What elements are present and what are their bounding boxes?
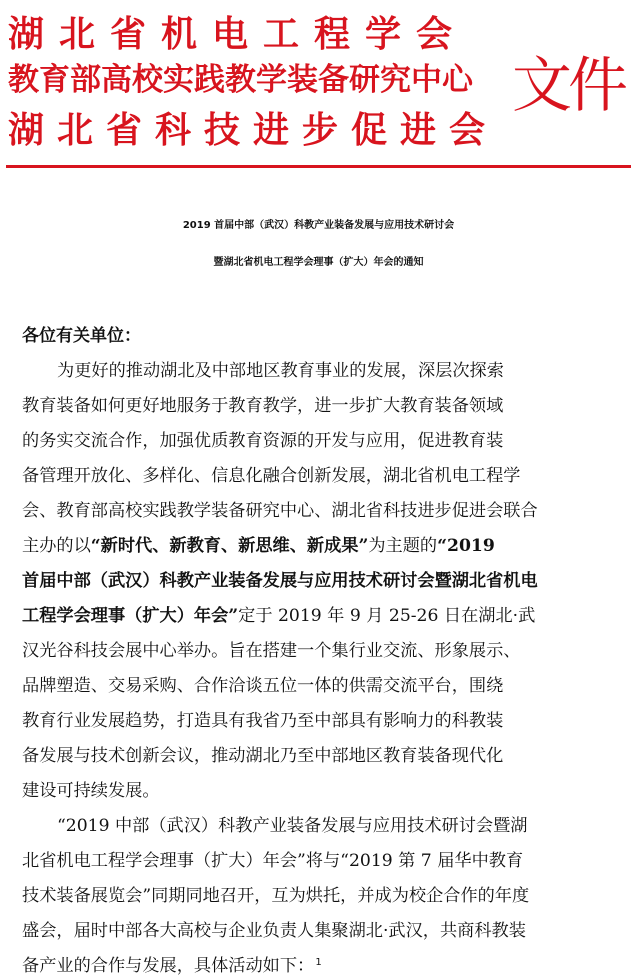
- body-line: 品牌塑造、交易采购、合作洽谈五位一体的供需交流平台，围绕: [22, 676, 504, 696]
- body-line: 汉光谷科技会展中心举办。旨在搭建一个集行业交流、形象展示、: [22, 641, 521, 661]
- salutation: 各位有关单位：: [22, 326, 141, 346]
- body-line: 会、教育部高校实践教学装备研究中心、湖北省科技进步促进会联合: [22, 501, 538, 521]
- page-number: 1: [315, 957, 322, 968]
- theme-quote: “新时代、新教育、新思维、新成果”: [90, 536, 369, 556]
- body-line: 备产业的合作与发展，具体活动如下：: [22, 956, 315, 976]
- event-name-end: 工程学会理事（扩大）年会”: [22, 606, 239, 626]
- org-name-1: 湖北省机电工程学会: [8, 14, 468, 55]
- body-line: [22, 601, 617, 626]
- body-line: 教育行业发展趋势，打造具有我省乃至中部具有影响力的科教装: [22, 711, 504, 731]
- body-line: 为更好的推动湖北及中部地区教育事业的发展，深层次探索: [57, 361, 504, 381]
- body-line: 盛会，届时中部各大高校与企业负责人集聚湖北·武汉，共商科教装: [22, 921, 526, 941]
- body-line: 备管理开放化、多样化、信息化融合创新发展，湖北省机电工程学: [22, 466, 521, 486]
- body-line: 备发展与技术创新会议，推动湖北乃至中部地区教育装备现代化: [22, 746, 504, 766]
- event-date-text: 定于 2019 年 9 月 25-26 日在湖北·武: [238, 606, 536, 626]
- notice-title-line-1: 2019 首届中部（武汉）科教产业装备发展与应用技术研讨会: [182, 220, 455, 231]
- org-name-3: 湖北省科技进步促进会: [8, 110, 499, 151]
- notice-title-line-2: 暨湖北省机电工程学会理事（扩大）年会的通知: [213, 257, 424, 268]
- body-line: 北省机电工程学会理事（扩大）年会”将与“2019 第 7 届华中教育: [22, 851, 524, 871]
- body-line: “2019 中部（武汉）科教产业装备发展与应用技术研讨会暨湖: [57, 816, 528, 836]
- event-name-line: 首届中部（武汉）科教产业装备发展与应用技术研讨会暨湖北省机电: [22, 571, 538, 591]
- header-divider: [6, 165, 631, 168]
- org-name-2: 教育部高校实践教学装备研究中心: [8, 62, 473, 98]
- body-text: 主办的以: [22, 536, 91, 556]
- body-line: 的务实交流合作，加强优质教育资源的开发与应用，促进教育装: [22, 431, 504, 451]
- body-line: 技术装备展览会”同期同地召开，互为烘托，并成为校企合作的年度: [22, 886, 530, 906]
- event-name-start: “2019: [437, 536, 495, 556]
- body-line: [22, 531, 617, 556]
- document-header: [0, 0, 637, 170]
- body-text: 为主题的: [368, 536, 438, 556]
- body-line: 建设可持续发展。: [22, 781, 160, 801]
- body-line: 教育装备如何更好地服务于教育教学，进一步扩大教育装备领域: [22, 396, 504, 416]
- document-type-label: 文件: [512, 51, 624, 121]
